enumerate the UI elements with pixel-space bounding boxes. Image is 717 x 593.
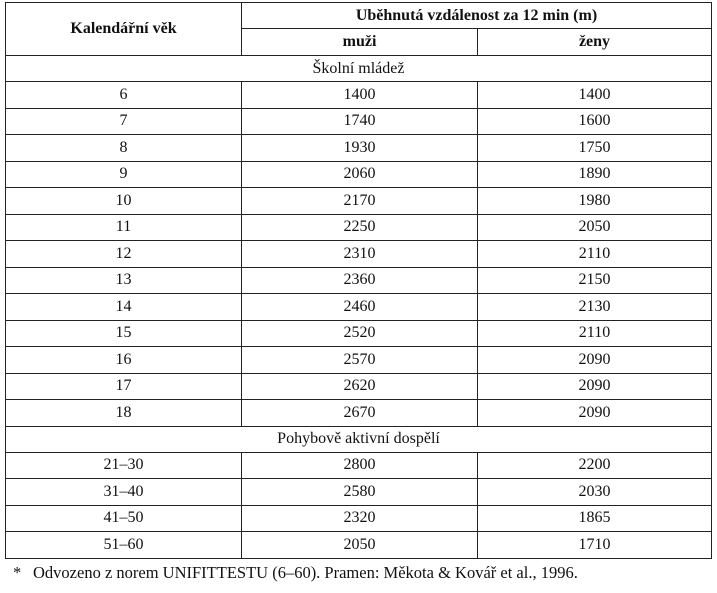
section-title: Pohybově aktivní dospělí [6, 426, 712, 452]
female-distance-cell: 2150 [478, 267, 712, 294]
table-row [6, 82, 712, 109]
table-row [6, 214, 712, 241]
male-distance-cell: 1740 [242, 108, 478, 135]
age-cell: 31–40 [6, 479, 242, 506]
age-cell: 13 [6, 267, 242, 294]
age-column-header: Kalendářní věk [6, 3, 242, 56]
female-distance-cell: 1980 [478, 188, 712, 215]
age-cell: 12 [6, 241, 242, 268]
section-row [6, 56, 712, 82]
age-cell: 17 [6, 373, 242, 400]
age-cell: 15 [6, 320, 242, 347]
section-row [6, 426, 712, 452]
female-distance-cell: 1600 [478, 108, 712, 135]
male-distance-cell: 2800 [242, 452, 478, 479]
female-distance-cell: 2050 [478, 214, 712, 241]
table-body [6, 56, 712, 559]
female-distance-cell: 2110 [478, 320, 712, 347]
male-distance-cell: 2580 [242, 479, 478, 506]
footnote-text: Odvozeno z norem UNIFITTESTU (6–60). Pramen: Měkota & Kovář et al., 1996. [33, 563, 578, 582]
table-row [6, 267, 712, 294]
female-distance-cell: 2090 [478, 347, 712, 374]
age-cell: 6 [6, 82, 242, 109]
male-column-header: muži [242, 29, 478, 56]
male-distance-cell: 2360 [242, 267, 478, 294]
age-cell: 18 [6, 400, 242, 427]
table-row [6, 135, 712, 162]
male-distance-cell: 2170 [242, 188, 478, 215]
male-distance-cell: 2620 [242, 373, 478, 400]
male-distance-cell: 2670 [242, 400, 478, 427]
age-cell: 10 [6, 188, 242, 215]
table-row [6, 505, 712, 532]
age-cell: 16 [6, 347, 242, 374]
male-distance-cell: 2320 [242, 505, 478, 532]
age-cell: 41–50 [6, 505, 242, 532]
table-row [6, 400, 712, 427]
female-distance-cell: 2200 [478, 452, 712, 479]
age-cell: 11 [6, 214, 242, 241]
distance-column-header: Uběhnutá vzdálenost za 12 min (m) [242, 3, 712, 29]
female-distance-cell: 2130 [478, 294, 712, 321]
age-cell: 9 [6, 161, 242, 188]
table-row [6, 373, 712, 400]
table-row [6, 294, 712, 321]
table-row [6, 241, 712, 268]
female-distance-cell: 2090 [478, 373, 712, 400]
table-header [6, 3, 712, 56]
age-cell: 51–60 [6, 532, 242, 559]
table-row [6, 532, 712, 559]
male-distance-cell: 2250 [242, 214, 478, 241]
table-row [6, 108, 712, 135]
age-cell: 21–30 [6, 452, 242, 479]
female-distance-cell: 2090 [478, 400, 712, 427]
female-distance-cell: 1750 [478, 135, 712, 162]
male-distance-cell: 2060 [242, 161, 478, 188]
male-distance-cell: 2520 [242, 320, 478, 347]
footnote [13, 563, 578, 583]
male-distance-cell: 2050 [242, 532, 478, 559]
male-distance-cell: 1400 [242, 82, 478, 109]
age-cell: 7 [6, 108, 242, 135]
table-row [6, 161, 712, 188]
female-distance-cell: 1400 [478, 82, 712, 109]
male-distance-cell: 1930 [242, 135, 478, 162]
male-distance-cell: 2310 [242, 241, 478, 268]
male-distance-cell: 2570 [242, 347, 478, 374]
female-column-header: ženy [478, 29, 712, 56]
female-distance-cell: 2110 [478, 241, 712, 268]
age-cell: 8 [6, 135, 242, 162]
age-cell: 14 [6, 294, 242, 321]
document [5, 2, 712, 582]
running-distance-table [5, 2, 712, 559]
female-distance-cell: 1890 [478, 161, 712, 188]
female-distance-cell: 2030 [478, 479, 712, 506]
table-row [6, 320, 712, 347]
table-row [6, 188, 712, 215]
table-row [6, 347, 712, 374]
female-distance-cell: 1710 [478, 532, 712, 559]
footnote-marker: * [13, 563, 22, 582]
female-distance-cell: 1865 [478, 505, 712, 532]
male-distance-cell: 2460 [242, 294, 478, 321]
table-row [6, 452, 712, 479]
table-row [6, 479, 712, 506]
section-title: Školní mládež [6, 56, 712, 82]
